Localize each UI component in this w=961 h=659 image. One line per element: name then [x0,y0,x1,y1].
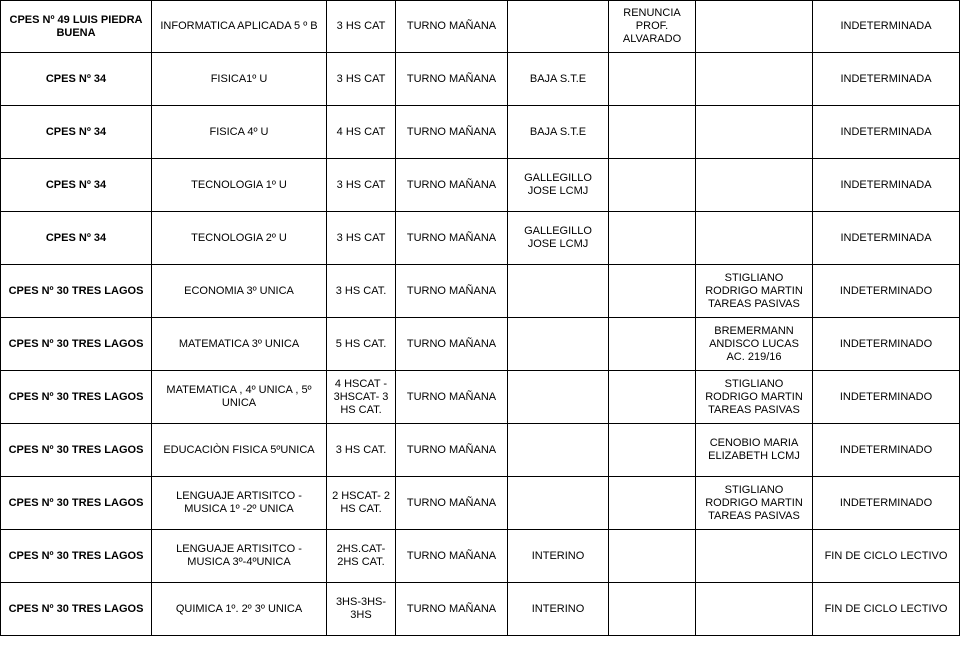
titular-cell [696,530,813,583]
duration-cell: FIN DE CICLO LECTIVO [813,583,960,636]
status-cell: INTERINO [508,583,609,636]
hours-cell: 3 HS CAT. [327,424,396,477]
school-cell: CPES Nº 49 LUIS PIEDRA BUENA [1,1,152,53]
status-cell: BAJA S.T.E [508,53,609,106]
titular-cell: BREMERMANN ANDISCO LUCAS AC. 219/16 [696,318,813,371]
table-row [1,477,960,530]
duration-cell: FIN DE CICLO LECTIVO [813,530,960,583]
titular-cell [696,583,813,636]
shift-cell: TURNO MAÑANA [396,530,508,583]
renuncia-cell [609,265,696,318]
duration-cell: INDETERMINADO [813,424,960,477]
subject-cell: EDUCACIÒN FISICA 5ºUNICA [152,424,327,477]
titular-cell: CENOBIO MARIA ELIZABETH LCMJ [696,424,813,477]
status-cell: BAJA S.T.E [508,106,609,159]
titular-cell [696,1,813,53]
status-cell: INTERINO [508,530,609,583]
table-row [1,265,960,318]
duration-cell: INDETERMINADO [813,477,960,530]
table-row [1,53,960,106]
table-row [1,159,960,212]
renuncia-cell [609,371,696,424]
shift-cell: TURNO MAÑANA [396,265,508,318]
status-cell: GALLEGILLO JOSE LCMJ [508,212,609,265]
table-row [1,318,960,371]
subject-cell: LENGUAJE ARTISITCO - MUSICA 3º-4ºUNICA [152,530,327,583]
shift-cell: TURNO MAÑANA [396,424,508,477]
duration-cell: INDETERMINADO [813,371,960,424]
shift-cell: TURNO MAÑANA [396,159,508,212]
titular-cell: STIGLIANO RODRIGO MARTIN TAREAS PASIVAS [696,477,813,530]
subject-cell: FISICA1º U [152,53,327,106]
renuncia-cell [609,530,696,583]
shift-cell: TURNO MAÑANA [396,106,508,159]
status-cell [508,371,609,424]
subject-cell: ECONOMIA 3º UNICA [152,265,327,318]
titular-cell: STIGLIANO RODRIGO MARTIN TAREAS PASIVAS [696,265,813,318]
school-cell: CPES Nº 34 [1,53,152,106]
hours-cell: 5 HS CAT. [327,318,396,371]
renuncia-cell [609,583,696,636]
table-row [1,212,960,265]
titular-cell [696,212,813,265]
school-cell: CPES Nº 30 TRES LAGOS [1,318,152,371]
renuncia-cell [609,159,696,212]
shift-cell: TURNO MAÑANA [396,371,508,424]
renuncia-cell: RENUNCIA PROF. ALVARADO [609,1,696,53]
titular-cell [696,106,813,159]
subject-cell: MATEMATICA , 4º UNICA , 5º UNICA [152,371,327,424]
titular-cell [696,159,813,212]
subject-cell: QUIMICA 1º. 2º 3º UNICA [152,583,327,636]
school-cell: CPES Nº 34 [1,159,152,212]
shift-cell: TURNO MAÑANA [396,1,508,53]
renuncia-cell [609,424,696,477]
status-cell [508,1,609,53]
school-cell: CPES Nº 30 TRES LAGOS [1,477,152,530]
status-cell [508,477,609,530]
renuncia-cell [609,477,696,530]
shift-cell: TURNO MAÑANA [396,53,508,106]
table-body [1,1,960,636]
duration-cell: INDETERMINADA [813,106,960,159]
hours-cell: 3 HS CAT [327,1,396,53]
renuncia-cell [609,106,696,159]
subject-cell: TECNOLOGIA 2º U [152,212,327,265]
hours-cell: 3 HS CAT. [327,265,396,318]
hours-cell: 4 HS CAT [327,106,396,159]
school-cell: CPES Nº 30 TRES LAGOS [1,583,152,636]
subject-cell: TECNOLOGIA 1º U [152,159,327,212]
hours-cell: 2 HSCAT- 2 HS CAT. [327,477,396,530]
duration-cell: INDETERMINADA [813,1,960,53]
school-cell: CPES Nº 30 TRES LAGOS [1,424,152,477]
shift-cell: TURNO MAÑANA [396,318,508,371]
status-cell [508,318,609,371]
hours-cell: 3 HS CAT [327,212,396,265]
renuncia-cell [609,53,696,106]
table-row [1,106,960,159]
titular-cell [696,53,813,106]
table-row [1,371,960,424]
duration-cell: INDETERMINADO [813,265,960,318]
duration-cell: INDETERMINADA [813,212,960,265]
hours-cell: 3 HS CAT [327,159,396,212]
table-row [1,583,960,636]
titular-cell: STIGLIANO RODRIGO MARTIN TAREAS PASIVAS [696,371,813,424]
shift-cell: TURNO MAÑANA [396,583,508,636]
shift-cell: TURNO MAÑANA [396,477,508,530]
duration-cell: INDETERMINADA [813,53,960,106]
subject-cell: INFORMATICA APLICADA 5 º B [152,1,327,53]
status-cell [508,265,609,318]
school-cell: CPES Nº 30 TRES LAGOS [1,371,152,424]
shift-cell: TURNO MAÑANA [396,212,508,265]
subject-cell: FISICA 4º U [152,106,327,159]
duration-cell: INDETERMINADA [813,159,960,212]
subject-cell: LENGUAJE ARTISITCO - MUSICA 1º -2º UNICA [152,477,327,530]
school-cell: CPES Nº 34 [1,212,152,265]
school-cell: CPES Nº 30 TRES LAGOS [1,265,152,318]
status-cell: GALLEGILLO JOSE LCMJ [508,159,609,212]
table-row [1,530,960,583]
hours-cell: 3HS-3HS-3HS [327,583,396,636]
renuncia-cell [609,212,696,265]
renuncia-cell [609,318,696,371]
hours-cell: 2HS.CAT- 2HS CAT. [327,530,396,583]
table-row [1,1,960,53]
school-cell: CPES Nº 34 [1,106,152,159]
status-cell [508,424,609,477]
duration-cell: INDETERMINADO [813,318,960,371]
table-row [1,424,960,477]
school-cell: CPES Nº 30 TRES LAGOS [1,530,152,583]
subject-cell: MATEMATICA 3º UNICA [152,318,327,371]
hours-cell: 3 HS CAT [327,53,396,106]
hours-cell: 4 HSCAT - 3HSCAT- 3 HS CAT. [327,371,396,424]
